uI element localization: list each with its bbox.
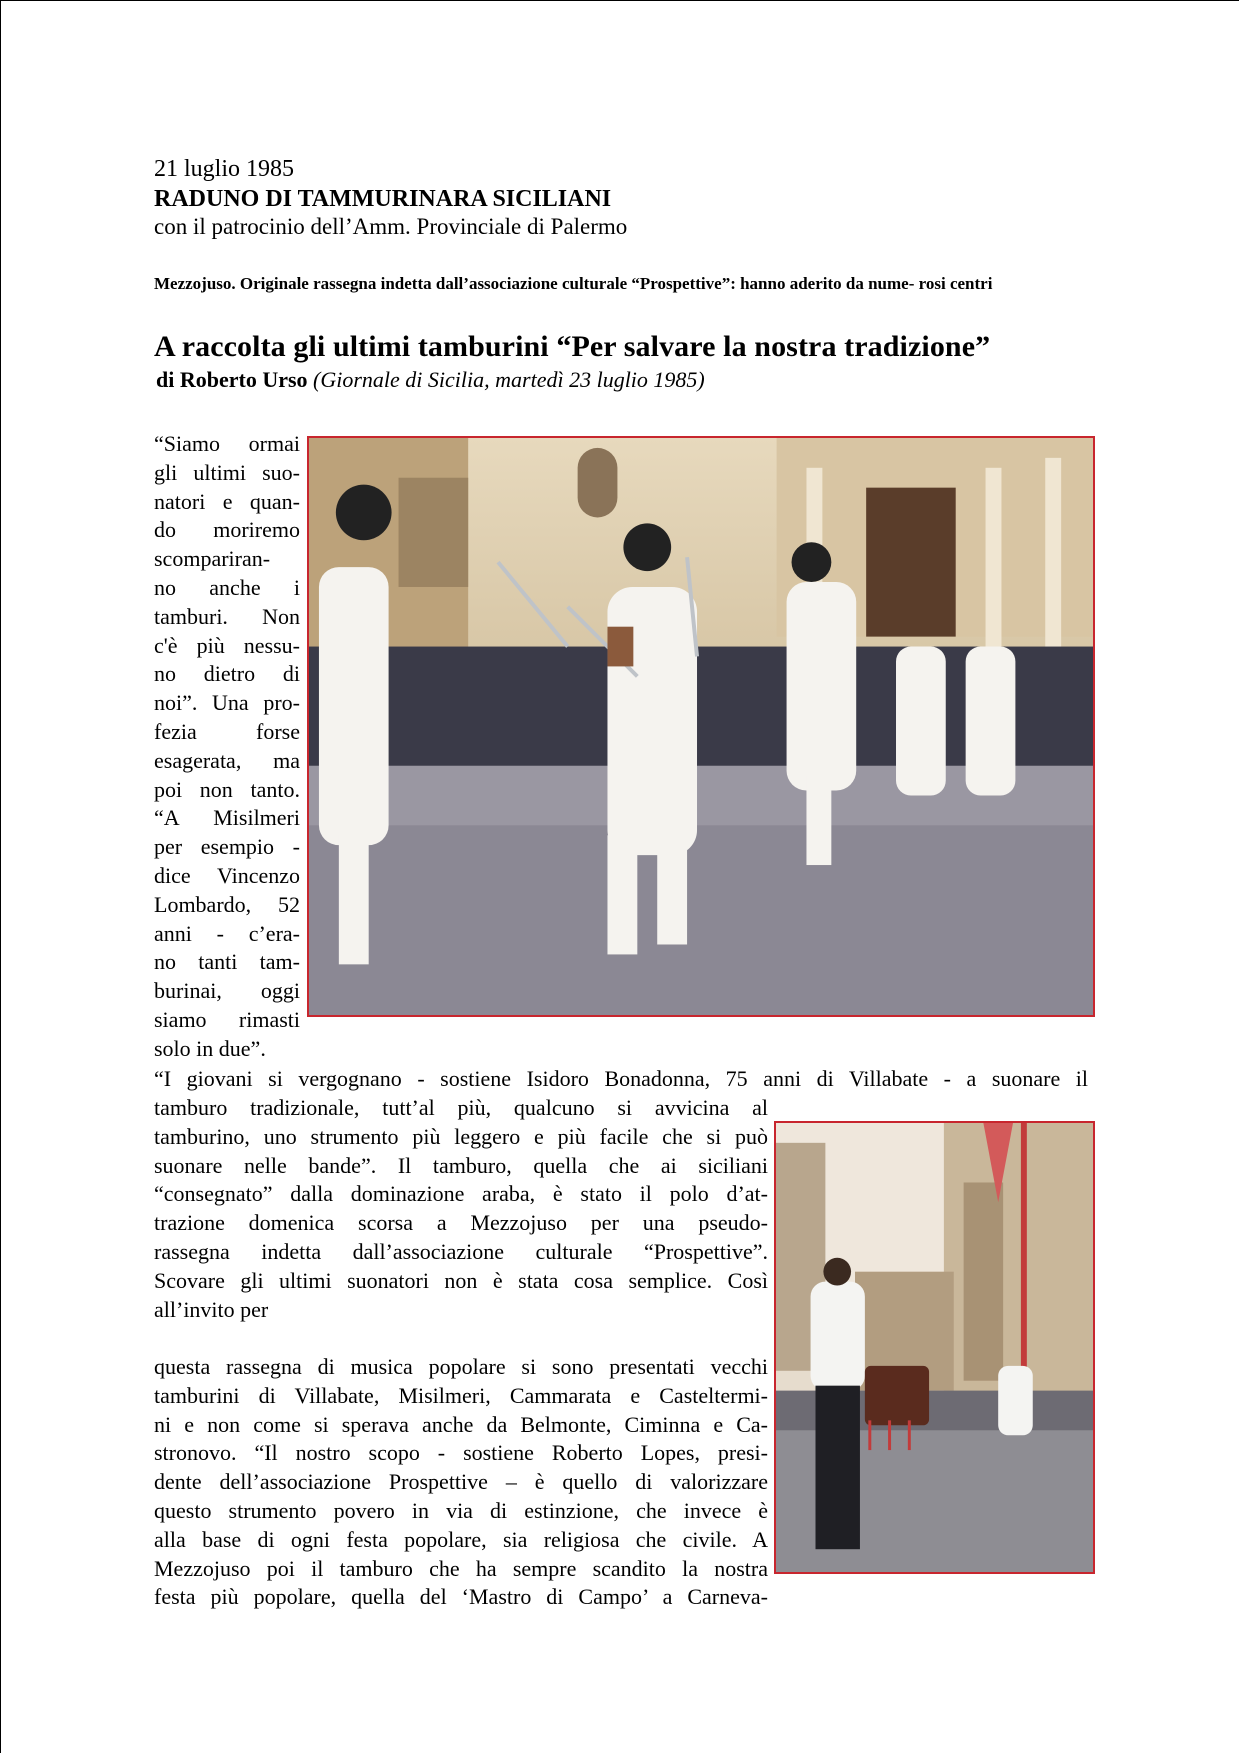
column-line: no anche i: [154, 574, 300, 600]
column-line: burinai, oggi: [154, 978, 300, 1004]
low-line: dente dell’associazione Prospettive – è quello di valorizzare: [154, 1469, 768, 1495]
mid-line: all’invito per: [154, 1296, 269, 1322]
mid-line: Scovare gli ultimi suonatori non è stata cosa semplice. Così: [154, 1267, 768, 1293]
column-line: Lombardo, 52: [154, 891, 300, 917]
column-line: fezia forse: [154, 718, 300, 744]
article-headline: A raccolta gli ultimi tamburini “Per salvare la nostra tradizione”: [154, 330, 991, 363]
patronage-line: con il patrocinio dell’Amm. Provinciale di Palermo: [154, 214, 628, 239]
drummer-image: [776, 1123, 1093, 1572]
header-date: 21 luglio 1985: [154, 156, 295, 182]
column-line: noi”. Una pro-: [154, 690, 300, 716]
column-line: “Siamo ormai: [154, 431, 300, 456]
photo-sword-dancers: [307, 436, 1095, 1017]
column-line: no dietro di: [154, 661, 300, 687]
full-width-line: “I giovani si vergognano - sostiene Isidoro Bonadonna, 75 anni di Villabate - a suonare il: [154, 1066, 1088, 1091]
photo-drummer: [774, 1121, 1095, 1574]
column-line: solo in due”.: [154, 1035, 266, 1061]
column-line: gli ultimi suo-: [154, 459, 300, 485]
low-line: ni e non come si sperava anche da Belmonte, Ciminna e Ca-: [154, 1411, 768, 1437]
lower-column: [154, 1353, 768, 1612]
low-line: questo strumento povero in via di estinzione, che invece è: [154, 1497, 768, 1523]
column-line: natori e quan-: [154, 488, 300, 514]
low-line: Mezzojuso poi il tamburo che ha sempre scandito la nostra: [154, 1555, 768, 1581]
middle-column: [154, 1094, 768, 1324]
low-line: questa rassegna di musica popolare si sono presentati vecchi: [154, 1354, 768, 1379]
article-byline: [156, 366, 705, 394]
low-line: stronovo. “Il nostro scopo - sostiene Roberto Lopes, presi-: [154, 1440, 768, 1466]
article-source: (Giornale di Sicilia, martedì 23 luglio 1985): [313, 367, 705, 392]
narrow-column: [154, 430, 300, 1064]
column-line: no tanti tam-: [154, 949, 300, 975]
column-line: siamo rimasti: [154, 1006, 300, 1032]
event-title: RADUNO DI TAMMURINARA SICILIANI: [154, 186, 612, 212]
mid-line: suonare nelle bande”. Il tamburo, quella che ai siciliani: [154, 1152, 768, 1178]
author-name: di Roberto Urso: [156, 367, 308, 392]
mid-line: tamburino, uno strumento più leggero e più facile che si può: [154, 1123, 768, 1149]
sword-dancers-image: [309, 438, 1093, 1015]
column-line: “A Misilmeri: [154, 805, 300, 831]
column-line: esagerata, ma: [154, 747, 300, 773]
mid-line: tamburo tradizionale, tutt’al più, qualcuno si avvicina al: [154, 1095, 768, 1120]
column-line: poi non tanto.: [154, 776, 300, 802]
column-line: tamburi. Non: [154, 603, 300, 629]
column-line: dice Vincenzo: [154, 862, 300, 888]
low-line: festa più popolare, quella del ‘Mastro di Campo’ a Carneva-: [154, 1584, 768, 1610]
mid-line: trazione domenica scorsa a Mezzojuso per una pseudo-: [154, 1210, 768, 1236]
column-line: anni - c’era-: [154, 920, 300, 946]
low-line: tamburini di Villabate, Misilmeri, Cammarata e Casteltermi-: [154, 1382, 768, 1408]
column-line: do moriremo: [154, 517, 300, 543]
column-line: c'è più nessu-: [154, 632, 300, 658]
article-kicker: Mezzojuso. Originale rassegna indetta dall’associazione culturale “Prospettive”: hanno aderito da nume- rosi centri: [154, 274, 993, 293]
column-line: scompariran-: [154, 546, 271, 572]
mid-line: “consegnato” dalla dominazione araba, è stato il polo d’at-: [154, 1181, 768, 1207]
column-line: per esempio -: [154, 834, 300, 860]
low-line: alla base di ogni festa popolare, sia religiosa che civile. A: [154, 1526, 768, 1552]
mid-line: rassegna indetta dall’associazione culturale “Prospettive”.: [154, 1238, 768, 1264]
